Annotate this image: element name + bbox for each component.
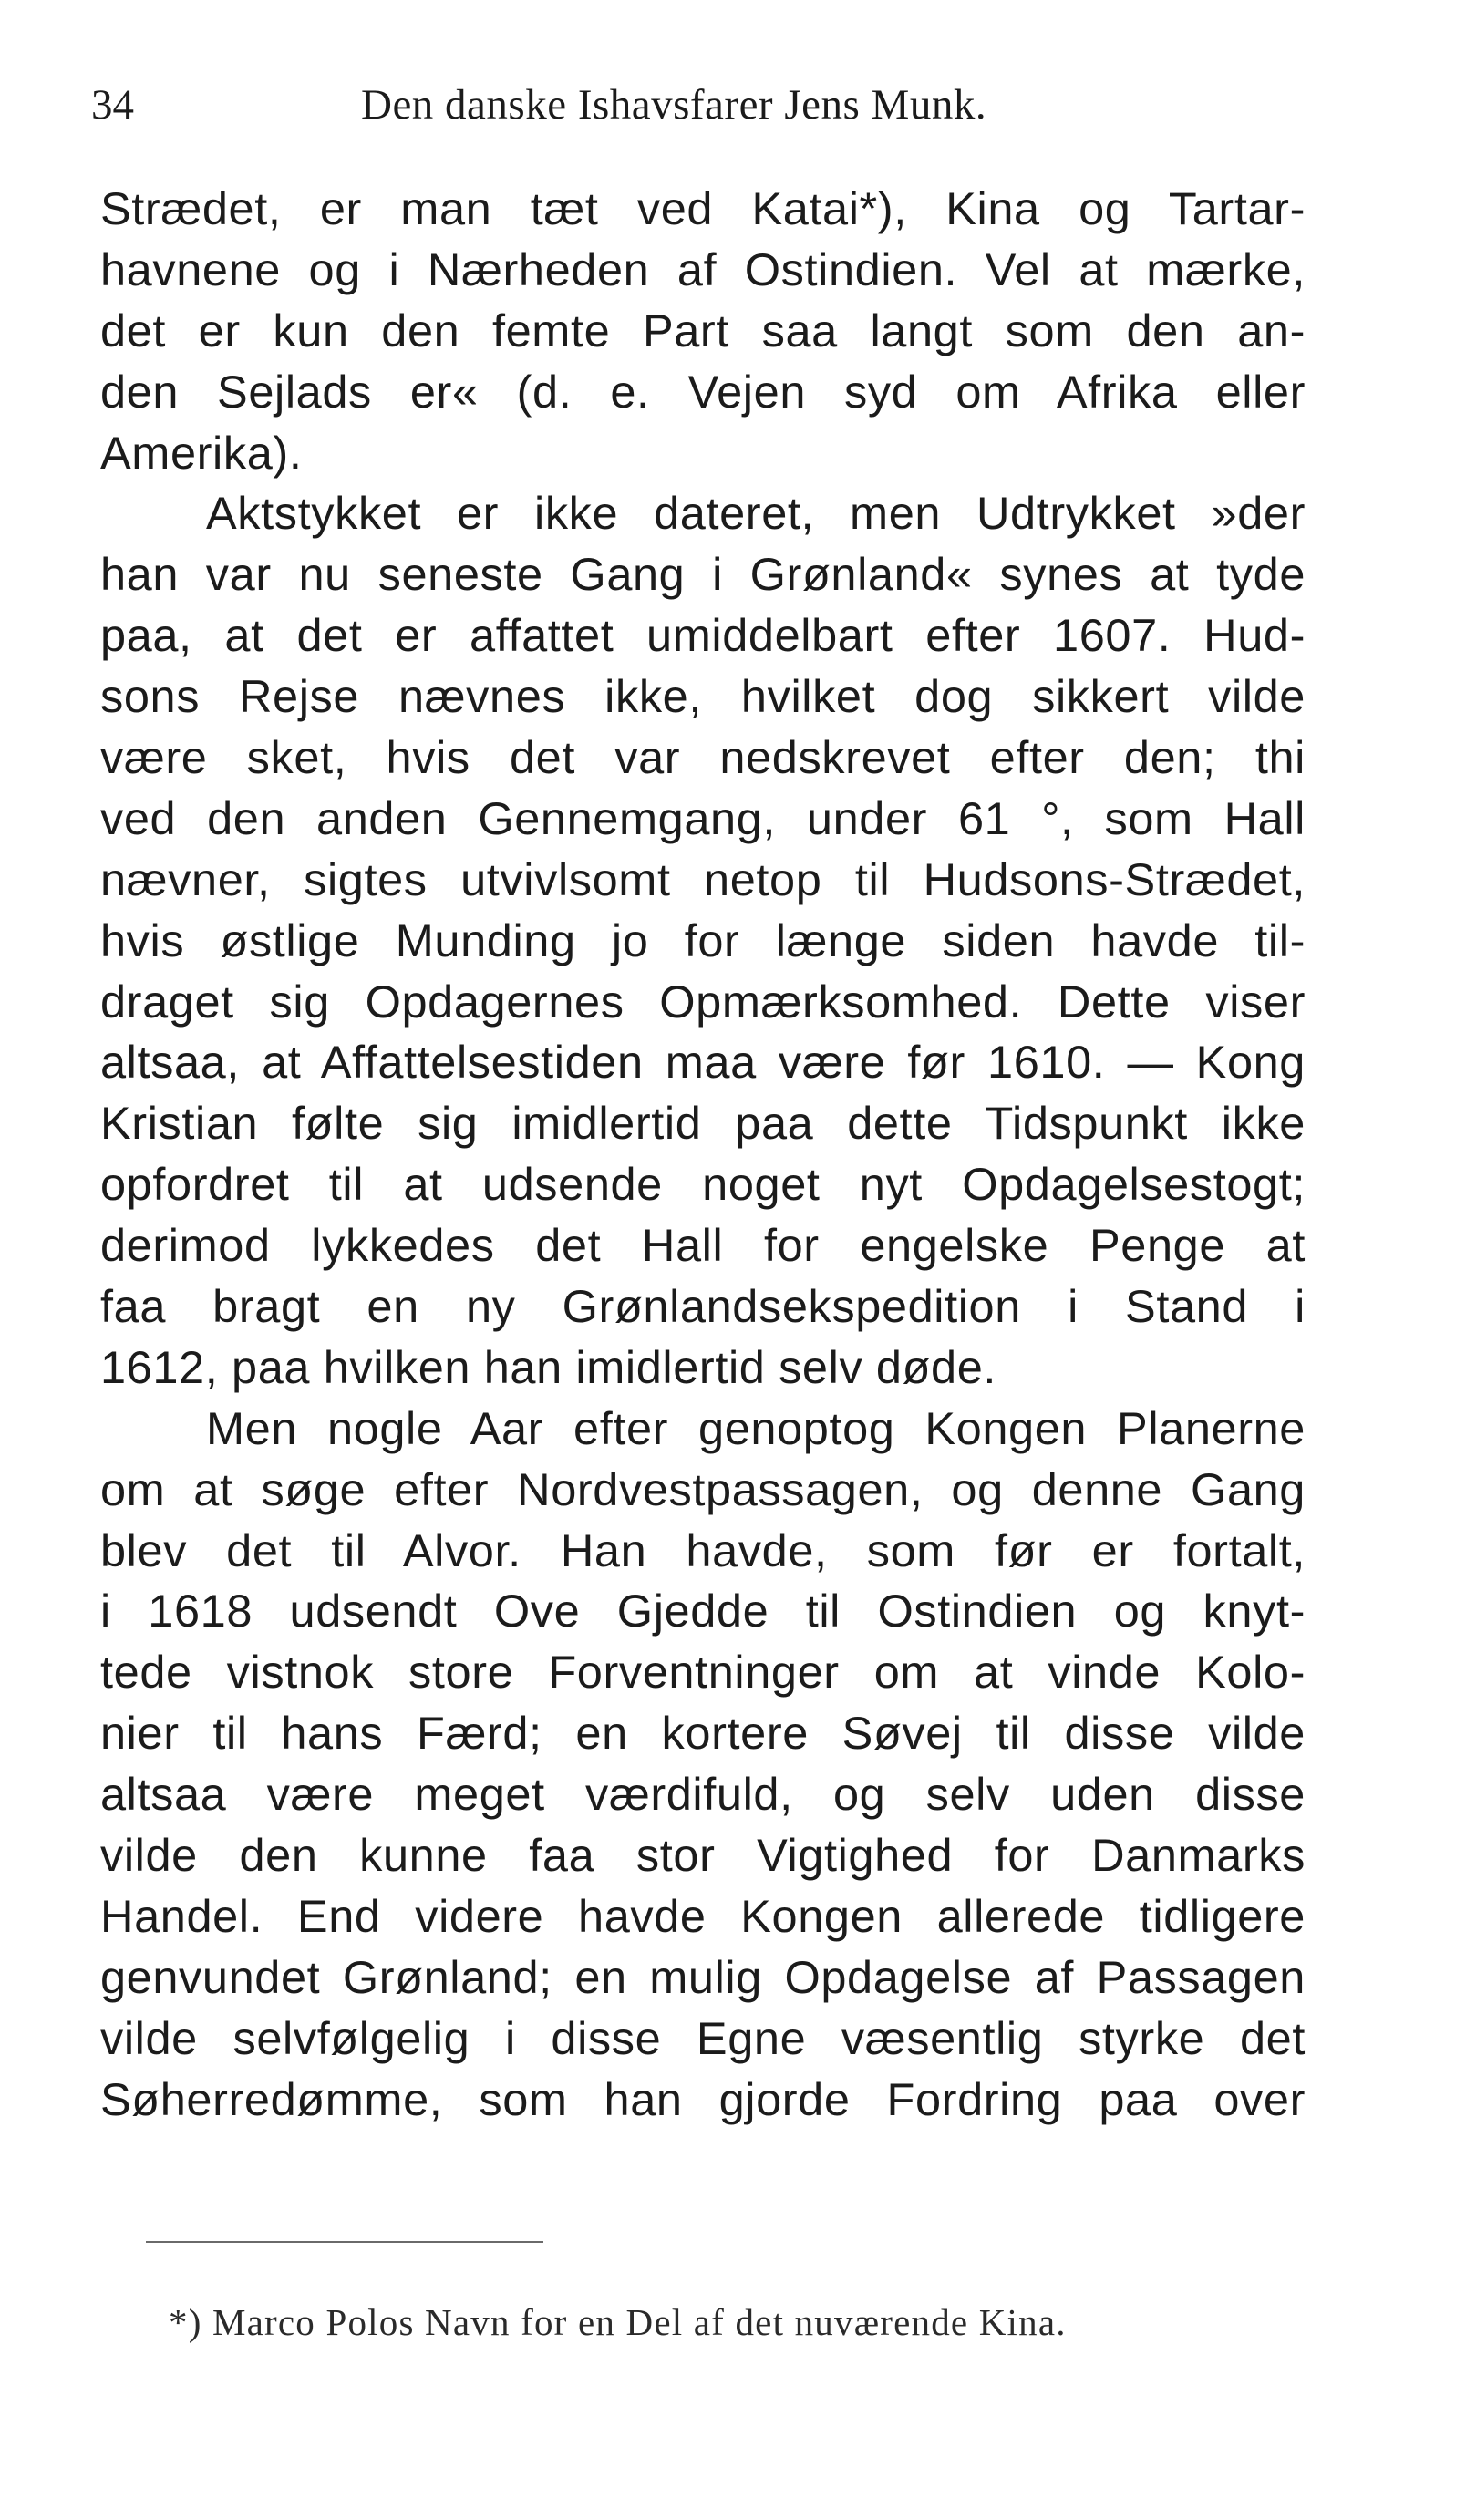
text-line: Men nogle Aar efter genoptog Kongen Planerne [206, 1401, 1306, 1454]
text-line: han var nu seneste Gang i Grønland« synes at tyde [100, 548, 1306, 601]
text-line: opfordret til at udsende noget nyt Opdagelsestogt; [100, 1158, 1306, 1211]
text-line: havnene og i Nærheden af Ostindien. Vel at mærke, [100, 243, 1306, 295]
text-line: vilde den kunne faa stor Vigtighed for Danmarks [100, 1829, 1306, 1882]
text-line: Amerika). [100, 426, 303, 479]
text-line: blev det til Alvor. Han havde, som før er fortalt, [100, 1523, 1306, 1576]
text-line: altsaa, at Affattelsestiden maa være før 1610. — Kong [100, 1036, 1306, 1089]
text-line: hvis østlige Munding jo for længe siden havde til- [100, 914, 1306, 966]
text-line: sons Rejse nævnes ikke, hvilket dog sikkert vilde [100, 670, 1306, 723]
text-line: Strædet, er man tæt ved Katai*), Kina og Tartar- [100, 182, 1306, 234]
text-line: det er kun den femte Part saa langt som den an- [100, 304, 1306, 356]
page-number: 34 [91, 81, 134, 129]
text-line: ved den anden Gennemgang, under 61 °, som Hall [100, 791, 1306, 844]
text-line: Aktstykket er ikke dateret, men Udtrykket »der [206, 487, 1306, 540]
text-line: tede vistnok store Forventninger om at vinde Kolo- [100, 1646, 1306, 1699]
text-line: altsaa være meget værdifuld, og selv uden disse [100, 1768, 1306, 1821]
text-line: faa bragt en ny Grønlandsekspedition i Stand i [100, 1280, 1306, 1333]
text-line: genvundet Grønland; en mulig Opdagelse af Passagen [100, 1950, 1306, 2003]
text-line: Handel. End videre havde Kongen allerede tidligere [100, 1889, 1306, 1942]
text-line: være sket, hvis det var nedskrevet efter den; thi [100, 731, 1306, 784]
body-text [100, 179, 1306, 2131]
running-title: Den danske Ishavsfarer Jens Munk. [361, 81, 987, 129]
text-line: i 1618 udsendt Ove Gjedde til Ostindien og knyt- [100, 1585, 1306, 1637]
text-line: derimod lykkedes det Hall for engelske Penge at [100, 1219, 1306, 1272]
footnote: *) Marco Polos Navn for en Del af det nuværende Kina. [169, 2301, 1067, 2343]
text-line: Kristian følte sig imidlertid paa dette Tidspunkt ikke [100, 1097, 1306, 1150]
text-line: paa, at det er affattet umiddelbart efter 1607. Hud- [100, 609, 1306, 662]
text-line: draget sig Opdagernes Opmærksomhed. Dette viser [100, 975, 1306, 1028]
page-header [91, 73, 1304, 137]
text-line: nævner, sigtes utvivlsomt netop til Hudsons-Strædet, [100, 852, 1306, 905]
text-line: om at søge efter Nordvestpassagen, og denne Gang [100, 1462, 1306, 1515]
text-line: nier til hans Færd; en kortere Søvej til disse vilde [100, 1707, 1306, 1760]
footnote-separator [146, 2241, 543, 2243]
text-line: 1612, paa hvilken han imidlertid selv døde. [100, 1340, 997, 1393]
text-line: den Sejlads er« (d. e. Vejen syd om Afrika eller [100, 365, 1306, 418]
text-line: Søherredømme, som han gjorde Fordring paa over [100, 2072, 1306, 2125]
text-line: vilde selvfølgelig i disse Egne væsentlig styrke det [100, 2011, 1306, 2064]
